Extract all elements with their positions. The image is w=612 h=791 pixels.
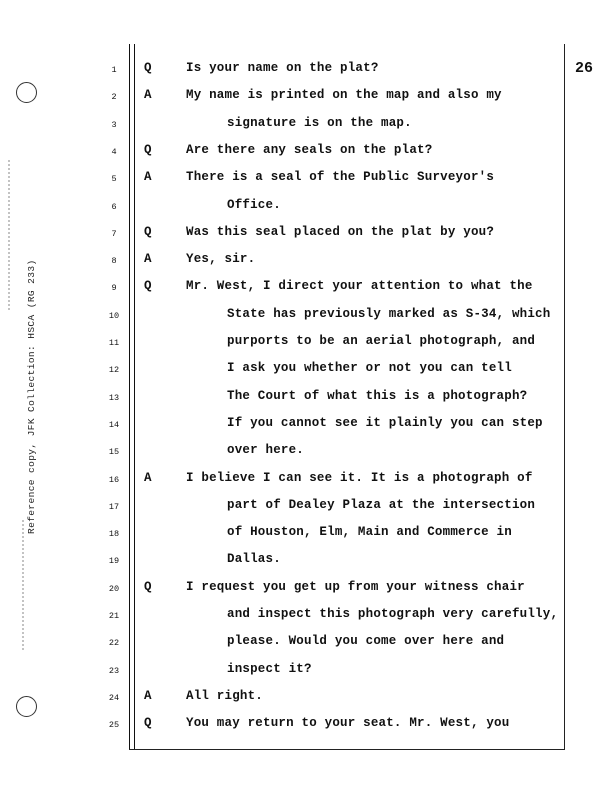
line-text: I ask you whether or not you can tell (227, 361, 512, 376)
line-number: 13 (108, 392, 120, 403)
line-number: 2 (111, 92, 117, 103)
page-number: 26 (575, 60, 594, 77)
line-text: There is a seal of the Public Surveyor's (186, 170, 495, 185)
line-text: You may return to your seat. Mr. West, you (186, 716, 510, 731)
transcript-line (0, 662, 612, 689)
line-number: 3 (111, 119, 117, 130)
line-number: 22 (108, 638, 120, 649)
line-number: 4 (111, 146, 117, 157)
line-text: Office. (227, 197, 281, 212)
speaker-label: A (144, 470, 152, 485)
line-number: 9 (111, 283, 117, 294)
margin-stamp: Reference copy, JFK Collection: HSCA (RG 233) (26, 259, 37, 534)
line-number: 7 (111, 228, 117, 239)
speaker-label: Q (144, 61, 152, 75)
line-number: 5 (111, 174, 117, 185)
transcript-line (0, 498, 612, 525)
line-text: part of Dealey Plaza at the intersection (227, 497, 536, 512)
line-text: Dallas. (227, 552, 281, 567)
line-text: Mr. West, I direct your attention to what the (186, 279, 533, 294)
speaker-label: Q (144, 224, 152, 239)
line-number: 15 (108, 447, 120, 458)
transcript-line (0, 279, 612, 306)
line-text: of Houston, Elm, Main and Commerce in (227, 525, 512, 540)
line-number: 1 (111, 65, 117, 75)
line-text: My name is printed on the map and also my (186, 88, 502, 103)
transcript-line (0, 552, 612, 579)
line-number: 8 (111, 256, 117, 267)
line-number: 10 (108, 310, 120, 321)
line-number: 16 (108, 474, 120, 485)
speaker-label: A (144, 170, 152, 185)
line-number: 19 (108, 556, 120, 567)
transcript-line (0, 334, 612, 361)
transcript-line (0, 389, 612, 416)
line-text: Yes, sir. (186, 252, 256, 267)
transcript-line (0, 607, 612, 634)
speaker-label: Q (144, 279, 152, 294)
line-text: All right. (186, 688, 264, 703)
speaker-label: A (144, 252, 152, 267)
line-text: and inspect this photograph very carefully, (227, 607, 559, 621)
transcript-line (0, 580, 612, 607)
transcript-line (0, 443, 612, 470)
transcript-line (0, 198, 612, 225)
transcript-line (0, 143, 612, 170)
line-text: Was this seal placed on the plat by you? (186, 224, 495, 239)
line-number: 11 (108, 338, 120, 348)
line-text: purports to be an aerial photograph, and (227, 334, 536, 348)
line-text: Are there any seals on the plat? (186, 142, 433, 157)
transcript-line (0, 307, 612, 334)
line-text: Is your name on the plat? (186, 61, 379, 75)
line-number: 14 (108, 419, 120, 430)
line-text: signature is on the map. (227, 115, 412, 130)
line-number: 17 (108, 501, 120, 512)
line-text: State has previously marked as S-34, which (227, 306, 551, 321)
transcript-line (0, 471, 612, 498)
line-number: 24 (108, 692, 120, 703)
speaker-label: A (144, 88, 152, 103)
bottom-margin-line (129, 749, 565, 750)
speaker-label: Q (144, 142, 152, 157)
transcript-line (0, 116, 612, 143)
line-text: If you cannot see it plainly you can step (227, 415, 543, 430)
line-number: 18 (108, 529, 120, 540)
transcript-line (0, 88, 612, 115)
line-number: 12 (108, 365, 120, 376)
transcript-line (0, 416, 612, 443)
transcript-line (0, 634, 612, 661)
transcript-line (0, 716, 612, 743)
line-text: over here. (227, 443, 305, 458)
speaker-label: A (144, 688, 152, 703)
transcript-line (0, 225, 612, 252)
line-text: please. Would you come over here and (227, 634, 505, 649)
line-number: 6 (111, 201, 117, 212)
speaker-label: Q (144, 716, 152, 731)
speaker-label: Q (144, 579, 152, 594)
transcript-line (0, 525, 612, 552)
transcript-line (0, 252, 612, 279)
line-number: 20 (108, 583, 120, 594)
transcript-line (0, 689, 612, 716)
line-number: 25 (108, 720, 120, 731)
line-text: inspect it? (227, 661, 312, 676)
line-text: The Court of what this is a photograph? (227, 388, 528, 403)
transcript-line (0, 61, 612, 88)
line-text: I believe I can see it. It is a photograph of (186, 470, 533, 485)
transcript-line (0, 361, 612, 388)
transcript-line (0, 170, 612, 197)
line-number: 21 (108, 611, 120, 621)
line-text: I request you get up from your witness chair (186, 579, 525, 594)
line-number: 23 (108, 665, 120, 676)
